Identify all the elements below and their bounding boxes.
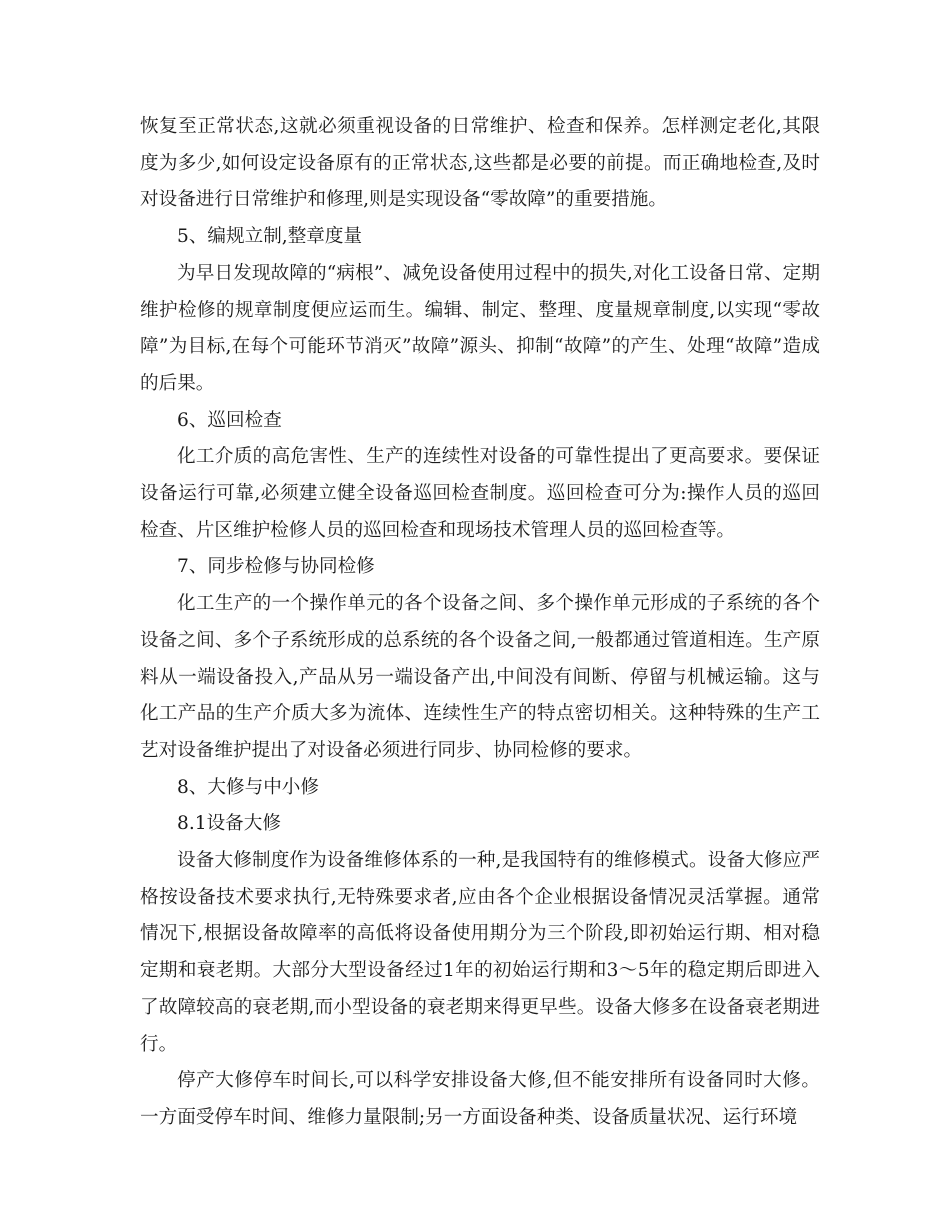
paragraph-body: 为早日发现故障的“病根”、减免设备使用过程中的损失,对化工设备日常、定期维护检修的规章制度便应运而生。编辑、制定、整理、度量规章制度,以实现“零故障”为目标,在每个可能环节消灭”故障”源头、抑制“故障”的产生、处理“故障”造成的后果。 (140, 262, 820, 394)
paragraph-body: 设备大修制度作为设备维修体系的一种,是我国特有的维修模式。设备大修应严格按设备技术要求执行,无特殊要求者,应由各个企业根据设备情况灵活掌握。通常情况下,根据设备故障率的高低将设备使用期分为三个阶段,即初始运行期、相对稳定期和衰老期。大部分大型设备经过1年的初始运行期和3～5年的稳定期后即进入了故障较高的衰老期,而小型设备的衰老期来得更早些。设备大修多在设备衰老期进行。 (140, 850, 820, 1055)
paragraph-body: 化工介质的高危害性、生产的连续性对设备的可靠性提出了更高要求。要保证设备运行可靠,必须建立健全设备巡回检查制度。巡回检查可分为:操作人员的巡回检查、片区维护检修人员的巡回检查和现场技术管理人员的巡回检查等。 (140, 446, 820, 541)
section-heading-8: 8、大修与中小修 (177, 776, 319, 798)
document-page (140, 109, 820, 1137)
paragraph-body: 停产大修停车时间长,可以科学安排设备大修,但不能安排所有设备同时大修。一方面受停车时间、维修力量限制;另一方面设备种类、设备质量状况、运行环境 (140, 1070, 820, 1128)
subsection-heading-8-1: 8.1设备大修 (177, 813, 281, 835)
section-heading-5: 5、编规立制,整章度量 (177, 226, 363, 248)
paragraph-continuation: 恢复至正常状态,这就必须重视设备的日常维护、检查和保养。怎样测定老化,其限度为多少,如何设定设备原有的正常状态,这些都是必要的前提。而正确地检查,及时对设备进行日常维护和修理,则是实现设备“零故障”的重要措施。 (140, 116, 820, 211)
paragraph-body: 化工生产的一个操作单元的各个设备之间、多个操作单元形成的子系统的各个设备之间、多个子系统形成的总系统的各个设备之间,一般都通过管道相连。生产原料从一端设备投入,产品从另一端设备产出,中间没有间断、停留与机械运输。这与化工产品的生产介质大多为流体、连续性生产的特点密切相关。这种特殊的生产工艺对设备维护提出了对设备必须进行同步、协同检修的要求。 (140, 593, 820, 761)
section-heading-6: 6、巡回检查 (177, 409, 282, 431)
section-heading-7: 7、同步检修与协同检修 (177, 556, 375, 578)
